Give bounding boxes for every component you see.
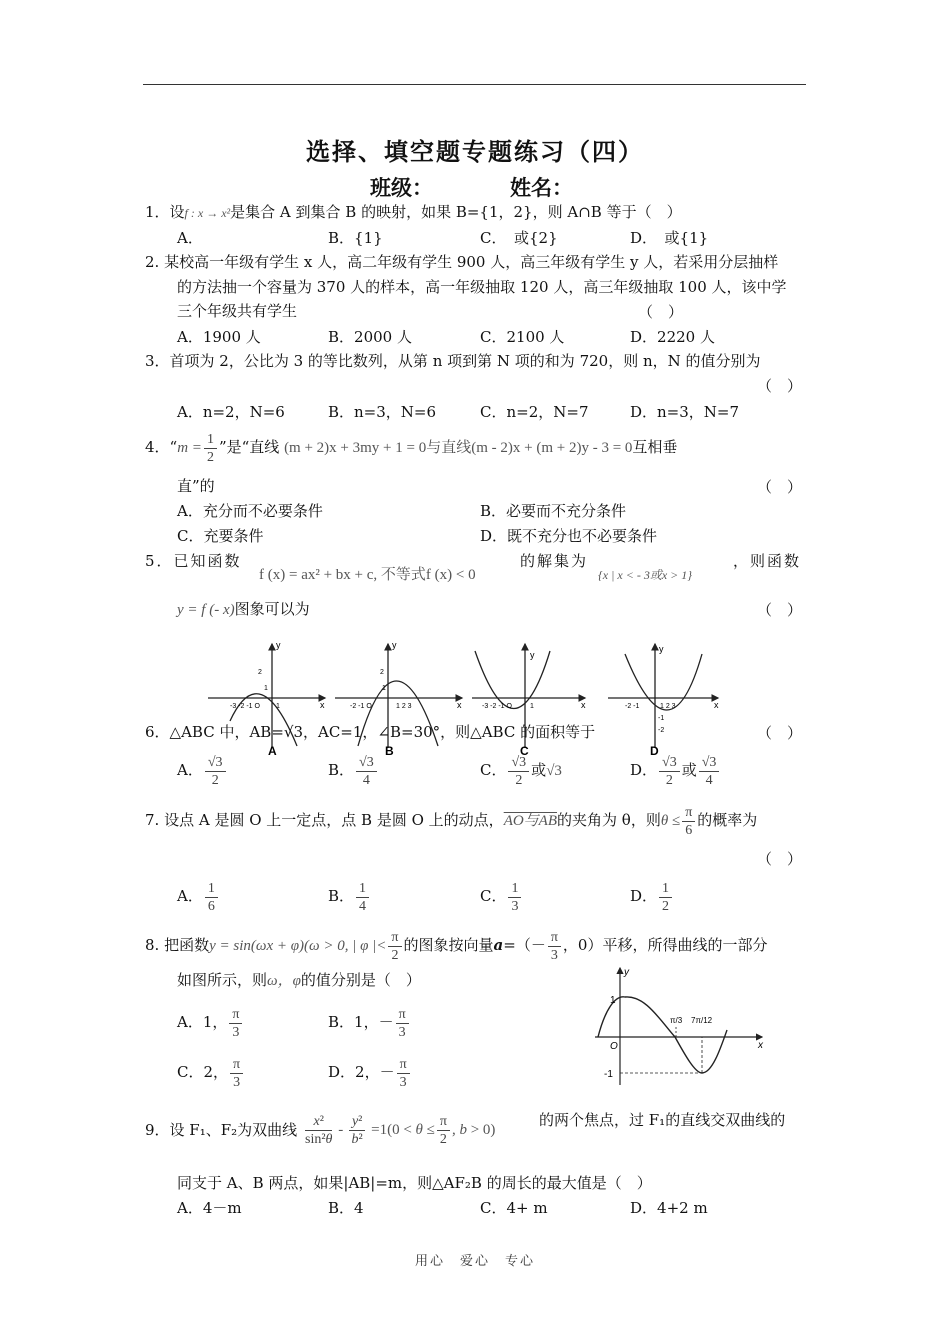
svg-text:1: 1 <box>276 703 280 710</box>
header-rule <box>143 84 806 85</box>
q9-hyperbola: $\frac{\text{x²}}{\text{sin²θ}}$ - $\frac{\text{y²}}{\text{b²}}$ =1(0 < θ ≤ $\frac{\pi}{2}$ , b > 0) <box>305 1114 496 1148</box>
q9-line2: 同支于 A、B 两点，如果|AB|=m，则△AF₂B 的周长的最大值是（ ） <box>177 1174 652 1192</box>
q5-line2: y = f (- x)图象可以为 <box>177 600 310 618</box>
svg-text:1 2 3: 1 2 3 <box>396 703 412 710</box>
q9-option-d: D．4+2 m <box>630 1199 708 1217</box>
q5-label-d: D <box>650 744 659 756</box>
q4-option-d: D．既不充分也不必要条件 <box>480 527 658 545</box>
q2-option-c: C．2100 人 <box>480 328 565 346</box>
q9-option-c: C．4+ m <box>480 1199 548 1217</box>
class-label: 班级： <box>370 175 433 200</box>
q8-graph-tick-1: 1 <box>610 995 616 1006</box>
q8-graph-origin: O <box>610 1041 618 1052</box>
q1-option-a: A． <box>177 229 203 247</box>
q5-label-a: A <box>268 744 277 756</box>
q4-option-c: C．充要条件 <box>177 527 264 545</box>
q5-label-b: B <box>385 744 394 756</box>
svg-text:x: x <box>714 700 719 710</box>
q8-line2: 如图所示，则ω，φ的值分别是（ ） <box>177 971 421 989</box>
q5-pre: 5．已知函数 <box>145 552 242 570</box>
q1-option-c: C． 或{2} <box>480 229 558 247</box>
q3-answer-paren: （ ） <box>757 377 803 395</box>
q2-line3: 三个年级共有学生 <box>177 302 298 320</box>
svg-text:1: 1 <box>530 703 534 710</box>
q3-option-a: A．n=2，N=6 <box>177 403 285 421</box>
q5-mid: 的解集为 <box>520 552 589 570</box>
svg-text:-3 -2 -1 O: -3 -2 -1 O <box>482 703 512 710</box>
svg-text:-3 -2 -1 O: -3 -2 -1 O <box>230 703 260 710</box>
q2-line1: 2. 某校高一年级有学生 x 人，高二年级有学生 900 人，高三年级有学生 y 人，若采用分层抽样 <box>145 253 779 271</box>
q8-graph-tick-pi3: π/3 <box>670 1016 683 1025</box>
svg-text:1: 1 <box>382 685 386 692</box>
q6-stem: 6．△ABC 中，AB=√3，AC=1，∠B=30°，则△ABC 的面积等于 <box>145 723 596 741</box>
q1-option-b: B．{1} <box>328 229 383 247</box>
q6-option-a: A． $\frac{√3}{2}$ <box>177 750 228 790</box>
q4-answer-paren: （ ） <box>757 478 803 496</box>
q5-set: {x | x < - 3或x > 1} <box>598 568 693 582</box>
q3-stem: 3．首项为 2，公比为 3 的等比数列，从第 n 项到第 N 项的和为 720，则 n，N 的值分别为 <box>145 352 761 370</box>
q8-option-a: A．1， $\frac{\pi}{3}$ <box>177 1002 244 1042</box>
q2-answer-paren: （ ） <box>638 303 684 321</box>
q7-stem: 7. 设点 A 是圆 O 上一定点，点 B 是圆 O 上的动点，AO与AB的夹角为 θ，则θ ≤ $\frac{\pi}{6}$ 的概率为 <box>145 804 758 838</box>
q6-answer-paren: （ ） <box>757 724 803 742</box>
q1-stem: 1．设f : x → x²是集合 A 到集合 B 的映射，如果 B={1，2}，则 A∩B 等于（ ） <box>145 203 682 221</box>
q4-option-a: A．充分而不必要条件 <box>177 502 323 520</box>
q8-graph-y-label: y <box>624 967 629 978</box>
q7-option-a: A． $\frac{1}{6}$ <box>177 876 220 916</box>
q8-graph-tick-7pi12: 7π/12 <box>691 1016 713 1025</box>
q7-option-d: D． $\frac{1}{2}$ <box>630 876 674 916</box>
q4-stem: 4．“m = $\frac{1}{2}$ ”是“直线 (m + 2)x + 3my + 1 = 0与直线(m - 2)x + (m + 2)y - 3 = 0互相垂 <box>145 431 678 465</box>
q6-option-d: D． $\frac{√3}{2}$ 或 $\frac{√3}{4}$ <box>630 750 721 790</box>
q3-option-c: C．n=2，N=7 <box>480 403 589 421</box>
q4-line2: 直”的 <box>177 477 215 495</box>
q8-stem: 8. 把函数y = sin(ωx + φ)(ω > 0, | φ |< $\frac{\pi}{2}$ 的图象按向量a=（－ $\frac{\pi}{3}$ ，0）平移，所得曲线的一部分 <box>145 929 768 963</box>
svg-text:x: x <box>457 700 462 710</box>
q8-graph-tick-neg1: -1 <box>604 1069 613 1080</box>
svg-text:y: y <box>276 640 281 650</box>
q9-stem: 9．设 F₁、F₂为双曲线 <box>145 1121 298 1139</box>
svg-text:y: y <box>530 650 535 660</box>
q5-post: ，则函数 <box>733 552 802 570</box>
q2-line2: 的方法抽一个容量为 370 人的样本，高一年级抽取 120 人，高三年级抽取 100 人，该中学 <box>177 278 787 296</box>
page-footer: 用心 爱心 专心 <box>414 1254 535 1269</box>
q6-option-c: C． $\frac{√3}{2}$ 或√3 <box>480 754 562 788</box>
q7-option-b: B． $\frac{1}{4}$ <box>328 876 371 916</box>
q5-answer-paren: （ ） <box>757 601 803 619</box>
q8-option-c: C．2， $\frac{\pi}{3}$ <box>177 1052 245 1092</box>
svg-text:x: x <box>320 700 325 710</box>
q5-label-c: C <box>520 744 529 756</box>
q9-option-b: B．4 <box>328 1199 364 1217</box>
q1-option-d: D． 或{1} <box>630 229 709 247</box>
q8-graph-x-label: x <box>758 1040 763 1051</box>
svg-text:1 2 3: 1 2 3 <box>660 703 676 710</box>
svg-text:x: x <box>581 700 586 710</box>
q2-option-b: B．2000 人 <box>328 328 412 346</box>
svg-text:2: 2 <box>380 669 384 676</box>
q8-option-d: D．2，－ $\frac{\pi}{3}$ <box>328 1052 412 1092</box>
q6-option-b: B． $\frac{√3}{4}$ <box>328 750 379 790</box>
svg-text:-1: -1 <box>658 715 665 722</box>
svg-text:2: 2 <box>258 669 262 676</box>
svg-text:-2: -2 <box>658 727 665 734</box>
name-label: 姓名： <box>510 175 573 200</box>
q5-function: f (x) = ax² + bx + c, 不等式f (x) < 0 <box>259 567 476 583</box>
q3-option-b: B．n=3，N=6 <box>328 403 437 421</box>
q7-answer-paren: （ ） <box>757 850 803 868</box>
page-title: 选择、填空题专题练习（四） <box>306 137 644 166</box>
q2-option-a: A．1900 人 <box>177 328 261 346</box>
q9-option-a: A．4－m <box>177 1199 242 1217</box>
q8-sine-graph <box>590 965 770 1090</box>
q8-option-b: B．1，－ $\frac{\pi}{3}$ <box>328 1002 411 1042</box>
q9-stem-post: 的两个焦点，过 F₁的直线交双曲线的 <box>539 1111 786 1129</box>
svg-text:y: y <box>659 644 664 654</box>
svg-text:1: 1 <box>264 685 268 692</box>
q2-option-d: D．2220 人 <box>630 328 715 346</box>
q4-option-b: B．必要而不充分条件 <box>480 502 627 520</box>
svg-text:-2 -1 O: -2 -1 O <box>350 703 372 710</box>
q7-option-c: C． $\frac{1}{3}$ <box>480 876 523 916</box>
q3-option-d: D．n=3，N=7 <box>630 403 740 421</box>
svg-text:y: y <box>392 640 397 650</box>
svg-text:-2 -1: -2 -1 <box>625 703 640 710</box>
